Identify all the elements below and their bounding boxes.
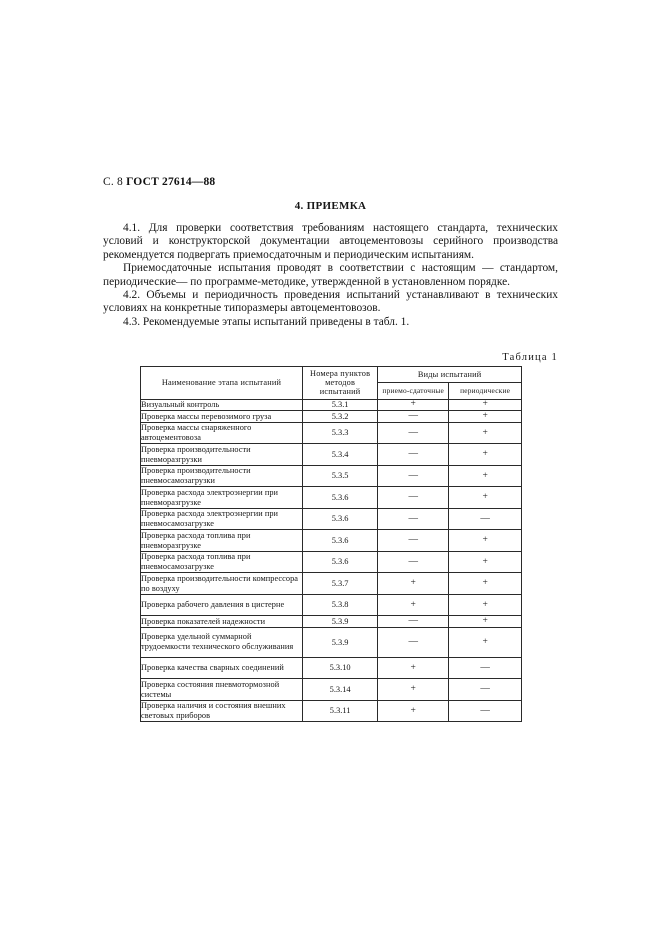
cell-stage-name: Проверка состояния пневмотормозной системы (141, 679, 303, 701)
cell-periodic: + (449, 530, 522, 552)
cell-periodic: — (449, 508, 522, 530)
cell-periodic: — (449, 700, 522, 722)
cell-stage-name: Проверка производительности пневморазгрузки (141, 444, 303, 466)
cell-periodic: + (449, 551, 522, 573)
cell-stage-name: Проверка расхода электроэнергии при пневмосамозагрузке (141, 508, 303, 530)
standard-number-label: ГОСТ 27614—88 (126, 176, 216, 188)
table-row (141, 627, 522, 657)
cell-method-number: 5.3.9 (302, 627, 377, 657)
cell-acceptance: + (378, 657, 449, 679)
cell-method-number: 5.3.2 (302, 411, 377, 423)
cell-stage-name: Проверка производительности пневмосамозагрузки (141, 465, 303, 487)
cell-periodic: + (449, 465, 522, 487)
table-row (141, 594, 522, 616)
cell-method-number: 5.3.6 (302, 487, 377, 509)
table-row (141, 616, 522, 628)
cell-stage-name: Проверка удельной суммарной трудоемкости технического обслуживания (141, 627, 303, 657)
page-number-label: С. 8 (103, 176, 123, 188)
cell-periodic: + (449, 594, 522, 616)
paragraph-4-2: 4.2. Объемы и периодичность проведения испытаний устанавливают в технических условиях на конкретные типоразмеры автоцементовозов. (103, 289, 558, 315)
table-row (141, 444, 522, 466)
cell-periodic: + (449, 573, 522, 595)
cell-method-number: 5.3.7 (302, 573, 377, 595)
cell-stage-name: Проверка качества сварных соединений (141, 657, 303, 679)
table-row (141, 508, 522, 530)
table-row (141, 399, 522, 411)
table-row (141, 465, 522, 487)
cell-acceptance: — (378, 551, 449, 573)
test-stages-table (140, 366, 522, 722)
cell-stage-name: Проверка рабочего давления в цистерне (141, 594, 303, 616)
cell-stage-name: Проверка массы снаряженного автоцементовоза (141, 422, 303, 444)
table-caption: Таблица 1 (502, 352, 558, 363)
cell-acceptance: — (378, 627, 449, 657)
cell-stage-name: Проверка расхода топлива при пневмосамозагрузке (141, 551, 303, 573)
cell-method-number: 5.3.6 (302, 530, 377, 552)
cell-periodic: + (449, 444, 522, 466)
cell-acceptance: — (378, 444, 449, 466)
cell-method-number: 5.3.6 (302, 551, 377, 573)
header-stage-name: Наименование этапа испытаний (141, 367, 303, 400)
table-row (141, 487, 522, 509)
cell-acceptance: — (378, 422, 449, 444)
cell-stage-name: Визуальный контроль (141, 399, 303, 411)
cell-stage-name: Проверка показателей надежности (141, 616, 303, 628)
cell-periodic: + (449, 616, 522, 628)
cell-acceptance: + (378, 399, 449, 411)
cell-method-number: 5.3.9 (302, 616, 377, 628)
cell-method-number: 5.3.5 (302, 465, 377, 487)
header-method-numbers: Номера пунктов методов испытаний (302, 367, 377, 400)
header-periodic: периодические (449, 383, 522, 399)
paragraph-4-3: 4.3. Рекомендуемые этапы испытаний приведены в табл. 1. (123, 315, 410, 328)
cell-acceptance: — (378, 508, 449, 530)
cell-periodic: + (449, 487, 522, 509)
cell-stage-name: Проверка массы перевозимого груза (141, 411, 303, 423)
cell-acceptance: — (378, 487, 449, 509)
cell-periodic: + (449, 422, 522, 444)
header-test-types: Виды испытаний (378, 367, 522, 383)
cell-periodic: + (449, 399, 522, 411)
table-row (141, 530, 522, 552)
cell-method-number: 5.3.4 (302, 444, 377, 466)
cell-periodic: — (449, 657, 522, 679)
cell-stage-name: Проверка наличия и состояния внешних световых приборов (141, 700, 303, 722)
section-title: 4. ПРИЕМКА (294, 200, 367, 212)
table-row (141, 411, 522, 423)
cell-periodic: + (449, 627, 522, 657)
cell-method-number: 5.3.11 (302, 700, 377, 722)
table-row (141, 700, 522, 722)
cell-acceptance: — (378, 530, 449, 552)
table-row (141, 573, 522, 595)
table-header-row-1 (141, 367, 522, 383)
cell-acceptance: + (378, 573, 449, 595)
table-row (141, 551, 522, 573)
table-row (141, 657, 522, 679)
cell-acceptance: + (378, 700, 449, 722)
cell-acceptance: + (378, 594, 449, 616)
cell-method-number: 5.3.1 (302, 399, 377, 411)
cell-stage-name: Проверка расхода электроэнергии при пневморазгрузке (141, 487, 303, 509)
cell-acceptance: — (378, 465, 449, 487)
table-row (141, 422, 522, 444)
table-row (141, 679, 522, 701)
cell-periodic: + (449, 411, 522, 423)
cell-method-number: 5.3.3 (302, 422, 377, 444)
cell-acceptance: + (378, 679, 449, 701)
cell-acceptance: — (378, 411, 449, 423)
cell-method-number: 5.3.10 (302, 657, 377, 679)
cell-stage-name: Проверка производительности компрессора по воздуху (141, 573, 303, 595)
table-body (141, 399, 522, 722)
page-header (103, 176, 215, 188)
paragraph-4-1: 4.1. Для проверки соответствия требованиям настоящего стандарта, технических условий и конструкторской документации автоцементовозы серийного производства рекомендуется подвергать приемосдаточным и периодическим испытаниям. (103, 222, 558, 261)
cell-acceptance: — (378, 616, 449, 628)
cell-method-number: 5.3.8 (302, 594, 377, 616)
header-acceptance: приемо-сдаточные (378, 383, 449, 399)
body-text (103, 222, 558, 329)
cell-periodic: — (449, 679, 522, 701)
table-head (141, 367, 522, 400)
cell-method-number: 5.3.6 (302, 508, 377, 530)
cell-stage-name: Проверка расхода топлива при пневморазгрузке (141, 530, 303, 552)
cell-method-number: 5.3.14 (302, 679, 377, 701)
paragraph-acceptance: Приемосдаточные испытания проводят в соответствии с настоящим — стандартом, периодические— по программе-методике, утвержденной в установленном порядке. (103, 262, 558, 288)
